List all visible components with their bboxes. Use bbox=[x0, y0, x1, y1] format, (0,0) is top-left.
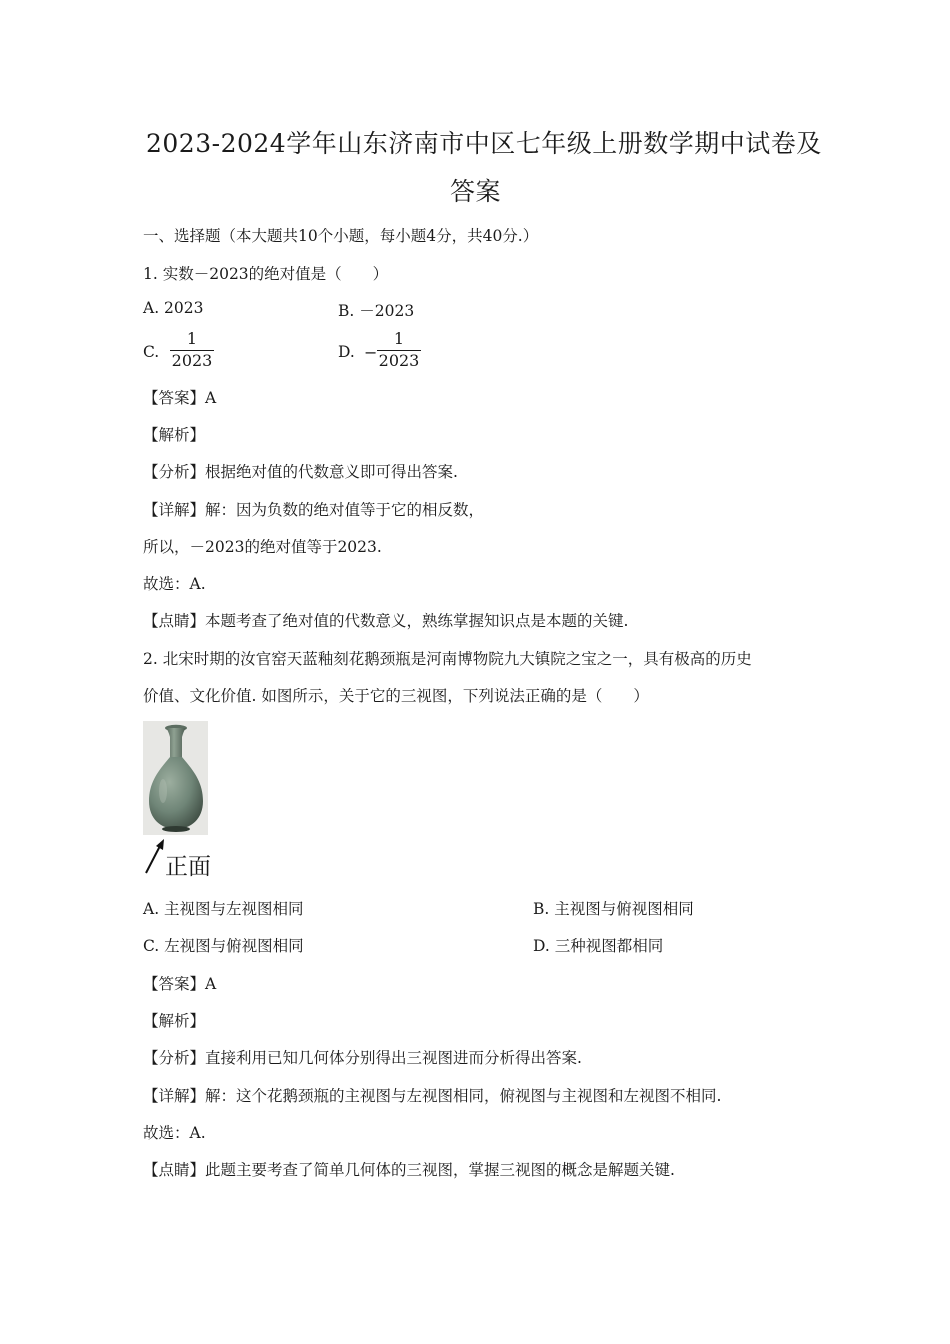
q1-option-d-letter: D. bbox=[338, 343, 355, 361]
q1-option-c-letter: C. bbox=[143, 343, 160, 361]
q2-option-b: B. 主视图与俯视图相同 bbox=[533, 900, 694, 918]
q2-answer: 【答案】A bbox=[143, 975, 217, 993]
q2-guxuan: 故选：A. bbox=[143, 1124, 206, 1142]
q2-dianjing: 【点睛】此题主要考查了简单几何体的三视图，掌握三视图的概念是解题关键. bbox=[143, 1161, 675, 1179]
q1-option-a: A. 2023 bbox=[143, 299, 204, 317]
q1-stem: 1. 实数－2023的绝对值是（ ） bbox=[143, 265, 389, 283]
q1-jiexi: 【解析】 bbox=[143, 426, 206, 444]
q1-option-d-sign: − bbox=[364, 343, 378, 362]
fraction-numerator: 1 bbox=[186, 329, 198, 348]
q2-xiangjie: 【详解】解：这个花鹅颈瓶的主视图与左视图相同，俯视图与主视图和左视图不相同. bbox=[143, 1087, 722, 1105]
q1-answer: 【答案】A bbox=[143, 389, 217, 407]
q2-option-d: D. 三种视图都相同 bbox=[533, 937, 664, 955]
q1-guxuan: 故选：A. bbox=[143, 575, 206, 593]
q2-fenxi: 【分析】直接利用已知几何体分别得出三视图进而分析得出答案. bbox=[143, 1049, 582, 1067]
q1-option-d-fraction bbox=[377, 330, 421, 370]
q2-option-a: A. 主视图与左视图相同 bbox=[143, 900, 304, 918]
q2-option-c: C. 左视图与俯视图相同 bbox=[143, 937, 304, 955]
figure-label-front: 正面 bbox=[165, 854, 211, 880]
vase-illustration bbox=[143, 721, 208, 835]
q2-stem-line1: 2. 北宋时期的汝官窑天蓝釉刻花鹅颈瓶是河南博物院九大镇院之宝之一，具有极高的历史 bbox=[143, 650, 752, 668]
q2-stem-line2: 价值、文化价值. 如图所示，关于它的三视图，下列说法正确的是（ ） bbox=[143, 687, 649, 705]
q1-line2: 所以，－2023的绝对值等于2023. bbox=[143, 538, 382, 556]
fraction-numerator: 1 bbox=[393, 329, 405, 348]
fraction-denominator: 2023 bbox=[378, 351, 420, 370]
document-title-line1: 2023-2024学年山东济南市中区七年级上册数学期中试卷及 bbox=[146, 129, 822, 158]
q2-jiexi: 【解析】 bbox=[143, 1012, 206, 1030]
arrow-up-right-icon bbox=[143, 838, 167, 876]
vase-photo bbox=[143, 721, 208, 835]
document-title-line2: 答案 bbox=[450, 177, 502, 206]
q1-fenxi: 【分析】根据绝对值的代数意义即可得出答案. bbox=[143, 463, 458, 481]
q1-xiangjie: 【详解】解：因为负数的绝对值等于它的相反数， bbox=[143, 501, 485, 519]
fraction-denominator: 2023 bbox=[171, 351, 213, 370]
q1-dianjing: 【点睛】本题考查了绝对值的代数意义，熟练掌握知识点是本题的关键. bbox=[143, 612, 629, 630]
section-heading: 一、选择题（本大题共10个小题，每小题4分，共40分.） bbox=[143, 227, 539, 245]
q1-option-b: B. －2023 bbox=[338, 302, 415, 320]
q1-option-c-fraction bbox=[170, 330, 214, 370]
